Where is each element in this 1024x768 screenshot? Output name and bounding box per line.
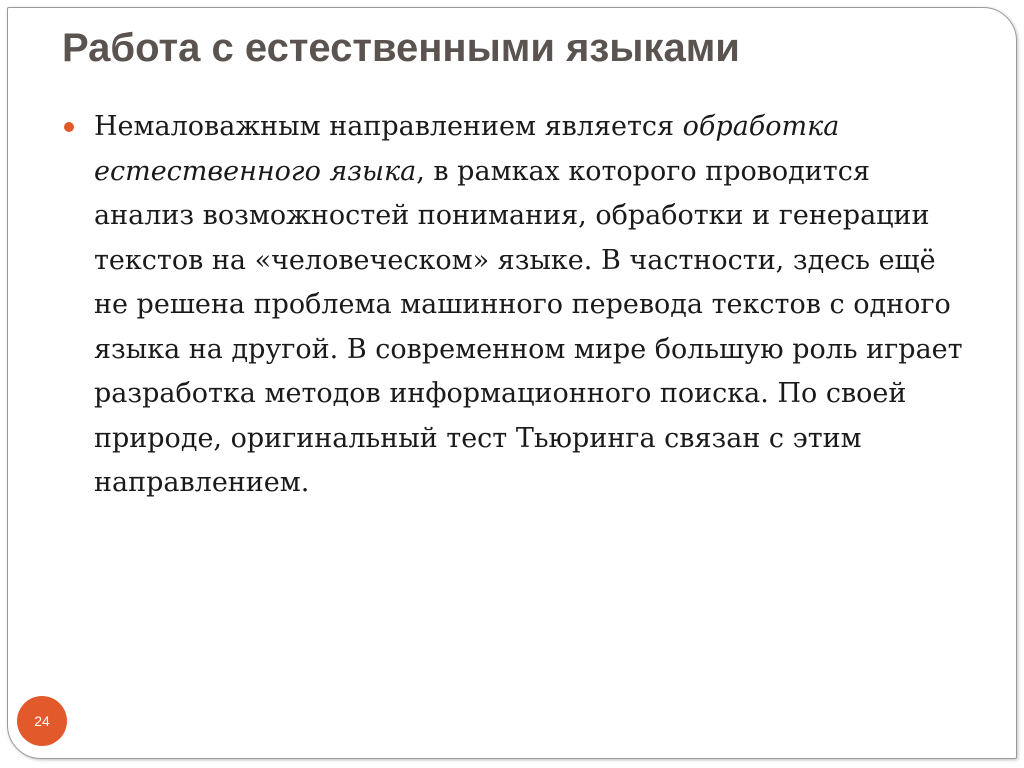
bullet-paragraph (94, 105, 974, 506)
bullet-text-after: , в рамках которого проводится анализ возможностей понимания, обработки и генерации текстов на «человеческом» языке. В частности, здесь ещё не решена проблема машинного перевода текстов с одного языка на другой. В современном мире большую роль играет разработка методов информационного поиска. По своей природе, оригинальный тест Тьюринга связан с этим направлением. (94, 155, 963, 498)
page-number-badge: 24 (17, 696, 67, 746)
bullet-text-before: Немаловажным направлением является (94, 111, 683, 142)
bullet-dot-icon (64, 122, 74, 132)
bullet-emphasis: обработка естественного языка (94, 111, 840, 187)
slide-title: Работа с естественными языками (62, 26, 740, 70)
